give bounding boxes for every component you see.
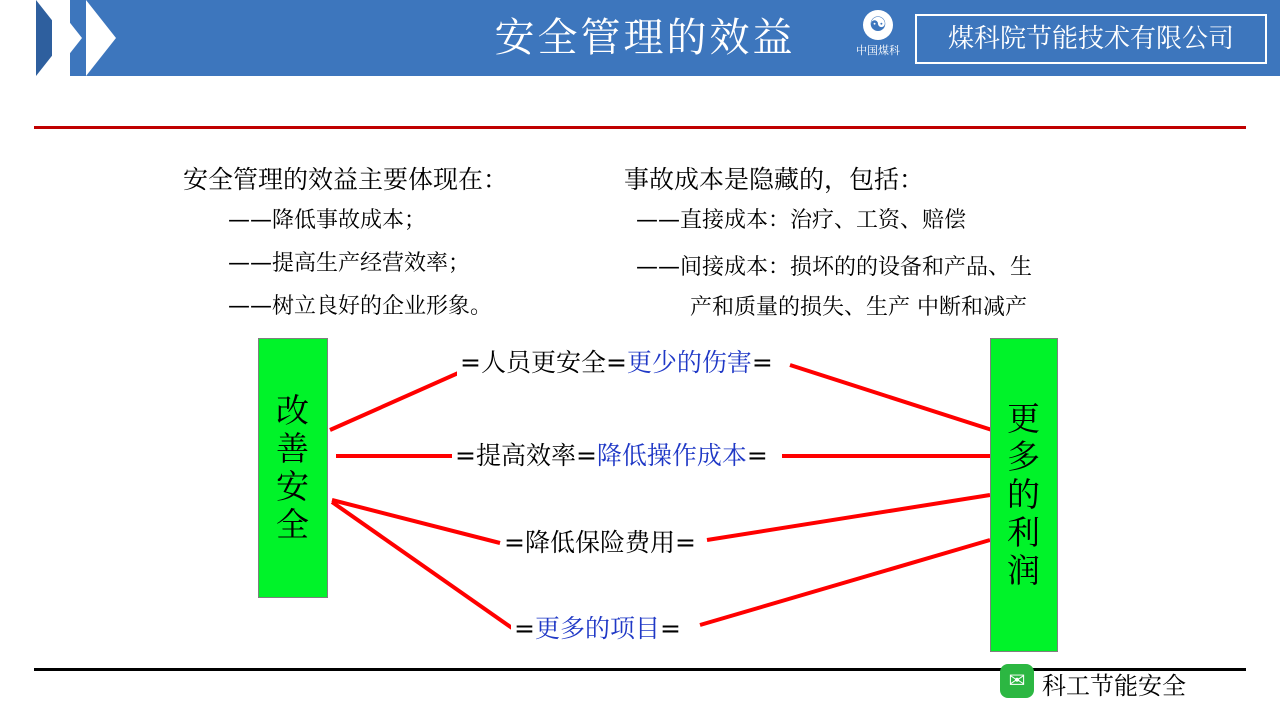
top-red-divider — [34, 126, 1246, 129]
logo-mark-icon: ☯ — [863, 10, 893, 40]
left-column-heading: 安全管理的效益主要体现在： — [183, 165, 509, 194]
right-concept-box-label: 更 多 的 利 润 — [1007, 399, 1041, 590]
link-label-4-suffix: = — [659, 614, 681, 643]
header-bar — [0, 0, 1280, 76]
link-label-2 — [452, 436, 771, 472]
link-label-4-highlight: 更多的项目 — [534, 614, 660, 643]
link-label-4 — [511, 609, 684, 645]
chevron-right-icon-2 — [86, 0, 116, 76]
link-label-2-highlight: 降低操作成本 — [596, 441, 747, 470]
right-column-item-3: 产和质量的损失、生产 中断和减产 — [690, 295, 1027, 320]
link-label-1 — [457, 343, 776, 379]
wechat-account-name: 科工节能安全 — [1042, 672, 1186, 700]
link-label-2-suffix: = — [746, 441, 768, 470]
link-label-3 — [501, 523, 699, 559]
right-column-item-2: ——间接成本：损坏的的设备和产品、生 — [636, 255, 1033, 280]
page-title: 安全管理的效益 — [494, 15, 796, 61]
link-label-4-prefix: = — [514, 614, 535, 643]
link-label-1-highlight: 更少的伤害 — [626, 348, 752, 377]
right-column-heading: 事故成本是隐藏的，包括： — [624, 165, 925, 194]
left-concept-box — [258, 338, 328, 598]
link-label-3-prefix: =降低保险费用= — [504, 528, 696, 557]
company-name-badge: 煤科院节能技术有限公司 — [915, 14, 1267, 64]
china-coal-logo-icon — [846, 8, 910, 70]
right-concept-box — [990, 338, 1058, 652]
left-column-item-3: ——树立良好的企业形象。 — [228, 294, 493, 319]
left-concept-box-label: 改 善 安 全 — [276, 391, 310, 544]
link-label-1-prefix: =人员更安全= — [460, 348, 627, 377]
right-column-item-1: ——直接成本：治疗、工资、赔偿 — [636, 208, 967, 233]
link-label-2-prefix: =提高效率= — [455, 441, 597, 470]
chevron-right-icon-1 — [52, 0, 82, 76]
left-column-item-1: ——降低事故成本； — [228, 208, 427, 233]
wechat-icon: ✉ — [1000, 664, 1034, 698]
logo-text: 中国煤科 — [856, 45, 900, 57]
left-column-item-2: ——提高生产经营效率； — [228, 251, 471, 276]
link-label-1-suffix: = — [751, 348, 773, 377]
